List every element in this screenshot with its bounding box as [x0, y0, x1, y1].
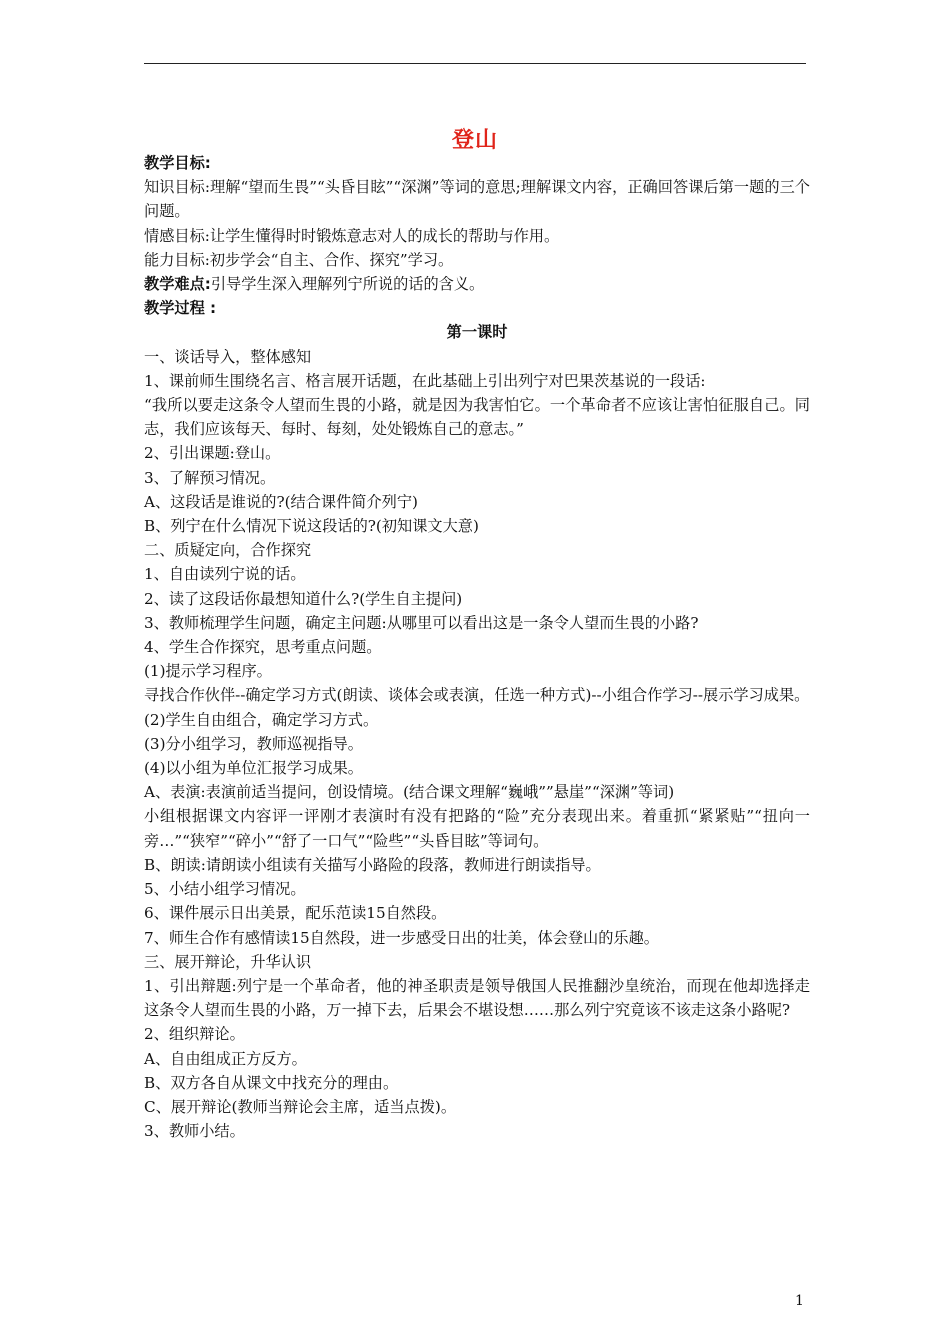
step-line: (4)以小组为单位汇报学习成果。: [144, 759, 363, 778]
section-heading: 三、展开辩论，升华认识: [144, 952, 312, 971]
step-line: 1、自由读列宁说的话。: [144, 565, 306, 584]
teaching-difficulty: [144, 272, 810, 296]
quote-paragraph: “我所以要走这条令人望而生畏的小路，就是因为我害怕它。一个革命者不应该让害怕征服自己。同志，我们应该每天、每时、每刻，处处锻炼自己的意志。”: [144, 396, 810, 439]
lesson-heading: 第一课时: [446, 323, 508, 342]
step-line: B、列宁在什么情况下说这段话的?(初知课文大意): [144, 517, 479, 536]
step-line: 3、教师小结。: [144, 1122, 245, 1141]
step-line: 4、学生合作探究，思考重点问题。: [144, 638, 382, 657]
ability-label: 能力目标:: [144, 250, 210, 269]
difficulty-label: 教学难点:: [144, 275, 211, 294]
step-line: 6、课件展示日出美景，配乐范读15自然段。: [144, 904, 447, 923]
step-line: (2)学生自由组合，确定学习方式。: [144, 710, 379, 729]
step-paragraph: 寻找合作伙伴--确定学习方式(朗读、谈体会或表演，任选一种方式)--小组合作学习--展示学习成果。: [144, 686, 810, 705]
step-line: 5、小结小组学习情况。: [144, 880, 306, 899]
difficulty-text: 引导学生深入理解列宁所说的话的含义。: [210, 275, 485, 294]
header-rule: [144, 63, 806, 64]
section-heading: 一、谈话导入，整体感知: [144, 347, 312, 366]
ability-text: 初步学会“自主、合作、探究”学习。: [209, 250, 454, 269]
step-line: (1)提示学习程序。: [144, 662, 272, 681]
step-line: B、朗读:请朗读小组读有关描写小路险的段落，教师进行朗读指导。: [144, 855, 601, 874]
step-line: 3、教师梳理学生问题，确定主问题:从哪里可以看出这是一条令人望而生畏的小路?: [144, 613, 699, 632]
emotion-label: 情感目标:: [144, 226, 210, 245]
step-paragraph: 小组根据课文内容评一评刚才表演时有没有把路的“险”充分表现出来。着重抓“紧紧贴”“扭向一旁…”“狭窄”“碎小”“舒了一口气”“险些”“头昏目眩”等词句。: [144, 807, 810, 850]
step-line: 1、课前师生围绕名言、格言展开话题，在此基础上引出列宁对巴果茨基说的一段话:: [144, 371, 706, 390]
step-line: 2、读了这段话你最想知道什么?(学生自主提问): [144, 589, 463, 608]
emotion-text: 让学生懂得时时锻炼意志对人的成长的帮助与作用。: [209, 226, 560, 245]
process-heading: 教学过程 :: [144, 299, 217, 318]
emotion-objective: [144, 224, 810, 248]
document-body: [144, 151, 810, 1143]
document-title: 登山: [451, 128, 498, 153]
step-line: 2、组织辩论。: [144, 1025, 245, 1044]
step-line: B、双方各自从课文中找充分的理由。: [144, 1073, 399, 1092]
step-line: (3)分小组学习，教师巡视指导。: [144, 734, 363, 753]
step-line: A、表演:表演前适当提问，创设情境。(结合课文理解“巍峨””悬崖”“深渊”等词): [144, 783, 675, 802]
knowledge-objective: [144, 175, 810, 223]
step-line: C、展开辩论(教师当辩论会主席，适当点拨)。: [144, 1097, 457, 1116]
knowledge-label: 知识目标:: [144, 178, 211, 197]
step-line: A、自由组成正方反方。: [144, 1049, 307, 1068]
page-number: 1: [795, 1293, 804, 1309]
section-heading: 二、质疑定向，合作探究: [144, 541, 312, 560]
step-line: 3、了解预习情况。: [144, 468, 276, 487]
knowledge-text: 理解“望而生畏”“头昏目眩”“深渊”等词的意思;理解课文内容，正确回答课后第一题的三个问题。: [144, 178, 810, 221]
step-paragraph: 1、引出辩题:列宁是一个革命者，他的神圣职责是领导俄国人民推翻沙皇统治，而现在他却选择走这条令人望而生畏的小路，万一掉下去，后果会不堪设想……那么列宁究竟该不该走这条小路呢?: [144, 976, 810, 1020]
step-line: A、这段话是谁说的?(结合课件简介列宁): [144, 492, 418, 511]
step-line: 2、引出课题:登山。: [144, 444, 281, 463]
step-line: 7、师生合作有感情读15自然段，进一步感受日出的壮美，体会登山的乐趣。: [144, 928, 659, 947]
objectives-heading: 教学目标:: [144, 154, 211, 172]
ability-objective: [144, 248, 810, 272]
